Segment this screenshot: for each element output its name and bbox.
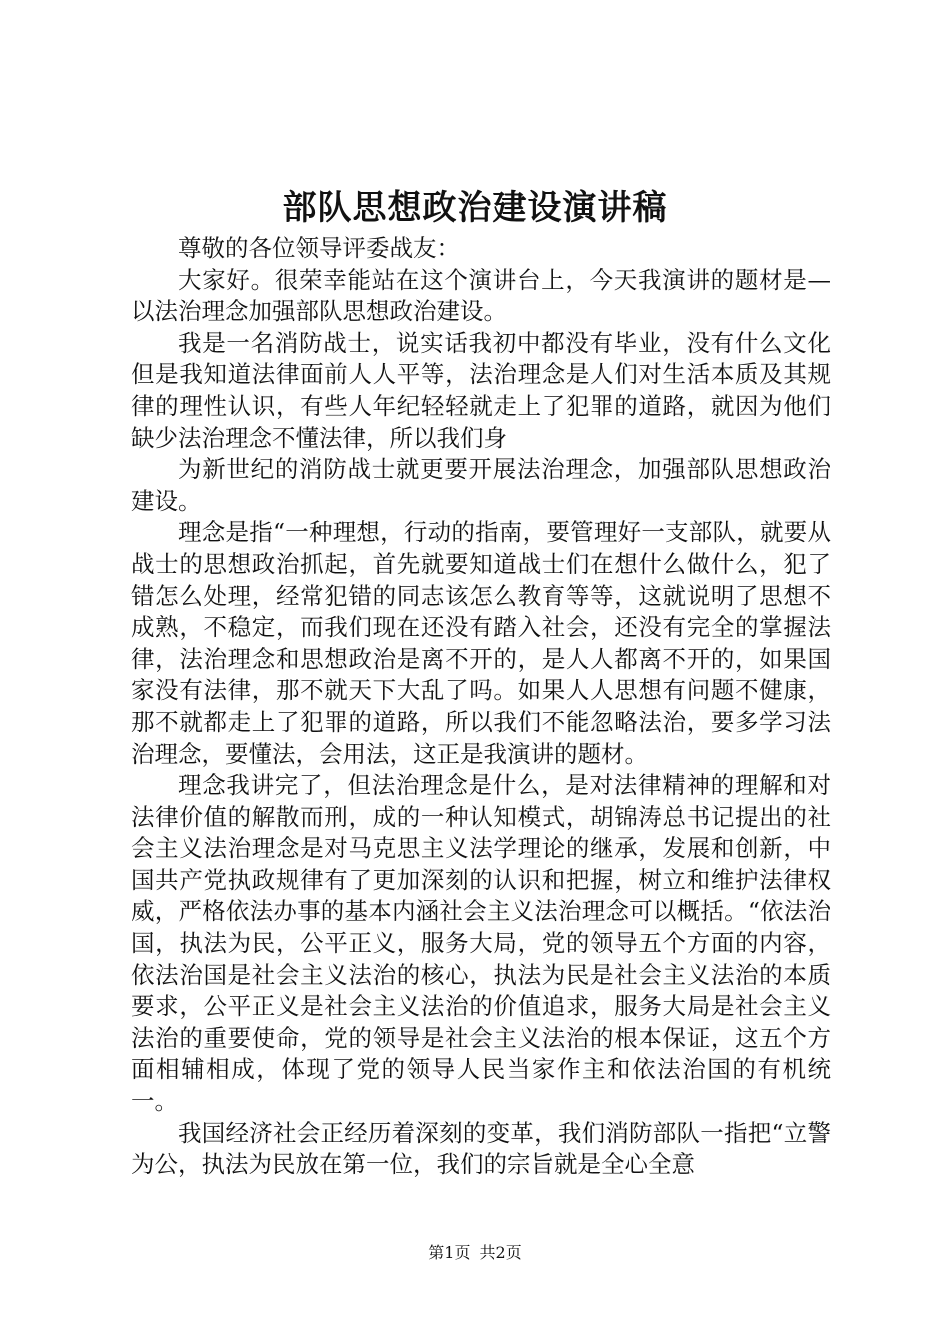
paragraph-greeting: 大家好。很荣幸能站在这个演讲台上，今天我演讲的题材是—以法治理念加强部队思想政治建设。 bbox=[131, 265, 831, 326]
page-total: 共2页 bbox=[479, 1243, 522, 1262]
paragraph-salutation: 尊敬的各位领导评委战友： bbox=[178, 234, 460, 262]
page-title: 部队思想政治建设演讲稿 bbox=[282, 188, 668, 228]
page-footer bbox=[0, 1242, 950, 1264]
page-number: 第1页 bbox=[428, 1243, 471, 1262]
paragraph-continuation: 为新世纪的消防战士就更要开展法治理念，加强部队思想政治建设。 bbox=[131, 455, 831, 515]
paragraph-reform: 我国经济社会正经历着深刻的变革，我们消防部队一指把“立警为公，执法为民放在第一位，我们的宗旨就是全心全意 bbox=[131, 1118, 831, 1179]
paragraph-rule-of-law: 理念我讲完了，但法治理念是什么，是对法律精神的理解和对法律价值的解散而刑，成的一种认知模式，胡锦涛总书记提出的社会主义法治理念是对马克思主义法学理论的继承，发展和创新，中国共产党执政规律有了更加深刻的认识和把握，树立和维护法律权威，严格依法办事的基本内涵社会主义法治理念可以概括。“依法治国，执法为民，公平正义，服务大局，党的领导五个方面的内容，依法治国是社会主义法治的核心，执法为民是社会主义法治的本质要求，公平正义是社会主义法治的价值追求，服务大局是社会主义法治的重要使命，党的领导是社会主义法治的根本保证，这五个方面相辅相成，体现了党的领导人民当家作主和依法治国的有机统一。 bbox=[131, 771, 831, 1116]
paragraph-concept: 理念是指“一种理想，行动的指南，要管理好一支部队，就要从战士的思想政治抓起，首先就要知道战士们在想什么做什么，犯了错怎么处理，经常犯错的同志该怎么教育等等，这就说明了思想不成熟，不稳定，而我们现在还没有踏入社会，还没有完全的掌握法律，法治理念和思想政治是离不开的，是人人都离不开的，如果国家没有法律，那不就天下大乱了吗。如果人人思想有问题不健康，那不就都走上了犯罪的道路，所以我们不能忽略法治，要多学习法治理念，要懂法，会用法，这正是我演讲的题材。 bbox=[131, 518, 831, 768]
paragraph-intro: 我是一名消防战士，说实话我初中都没有毕业，没有什么文化但是我知道法律面前人人平等，法治理念是人们对生活本质及其规律的理性认识，有些人年纪轻轻就走上了犯罪的道路，就因为他们缺少法治理念不懂法律，所以我们身 bbox=[131, 328, 831, 452]
document-body bbox=[131, 233, 831, 1181]
